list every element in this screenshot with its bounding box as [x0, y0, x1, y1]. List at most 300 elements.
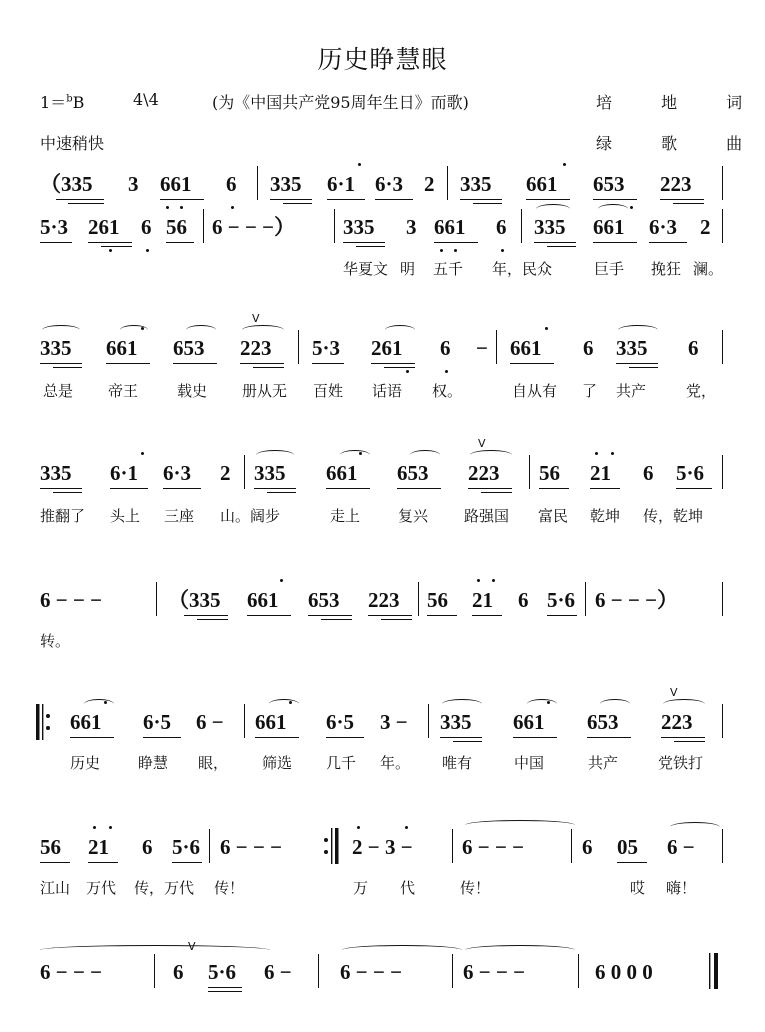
lyric: 代 [400, 879, 416, 897]
lyric: 万 [353, 879, 369, 897]
barline [722, 829, 723, 863]
octave-dot [445, 370, 448, 373]
lyric: 万代 [86, 879, 117, 897]
slur-mark [84, 699, 114, 709]
lyric-row-4 [0, 505, 765, 529]
lyric: 山。阔步 [220, 507, 281, 525]
note-group: 223 [368, 588, 400, 612]
note-group: 661 [255, 710, 287, 734]
lyric: 共产 [616, 382, 647, 400]
note-group: 6 [518, 588, 529, 612]
slur-mark [663, 699, 705, 709]
octave-dot [440, 249, 443, 252]
beat-underline [173, 363, 217, 364]
barline [428, 704, 429, 738]
notation-row-6 [0, 705, 765, 739]
beat-underline [40, 488, 82, 489]
beat-underline [143, 737, 181, 738]
beat-underline [312, 363, 344, 364]
note-group: 223 [468, 461, 500, 485]
barline [722, 166, 723, 200]
note-group: 21 [590, 461, 611, 485]
beat-underline [384, 367, 415, 368]
beat-underline [343, 242, 385, 243]
note-group: 56 [166, 215, 187, 239]
beat-underline [674, 741, 705, 742]
breath-mark: V [478, 437, 486, 450]
note-group: 6·3 [375, 172, 404, 196]
beat-underline [88, 242, 132, 243]
barline [298, 330, 299, 364]
lyric: 挽狂 [651, 260, 682, 278]
lyric: 哎 [630, 879, 646, 897]
note-group: 335 [440, 710, 472, 734]
slur-mark [410, 450, 440, 460]
barline [571, 829, 572, 863]
lyric: 华夏文 [343, 260, 389, 278]
beat-underline [526, 199, 570, 200]
lyric: 年，民众 [492, 260, 553, 278]
lyric: 百姓 [313, 382, 344, 400]
lyric: 头上 [110, 507, 141, 525]
beat-underline [254, 488, 296, 489]
final-barline [709, 953, 721, 989]
octave-dot [93, 826, 96, 829]
beat-underline [197, 619, 228, 620]
tie-mark [670, 822, 720, 832]
beat-underline [267, 492, 296, 493]
note-group: 3 − [380, 710, 408, 734]
note-group: 6 [142, 835, 153, 859]
note-group: 3 [128, 172, 139, 196]
slur-mark [186, 325, 216, 335]
note-group: 653 [308, 588, 340, 612]
beat-underline [661, 737, 705, 738]
lyricist-credit: 培 地 词 [596, 93, 765, 112]
octave-dot [231, 206, 234, 209]
composer-credit: 绿 歌 曲 [596, 134, 765, 153]
octave-dot [405, 826, 408, 829]
note-group: 6 [643, 461, 654, 485]
barline [722, 209, 723, 243]
beat-underline [53, 367, 82, 368]
repeat-end-sign [323, 828, 341, 864]
note-group: 2 [220, 461, 231, 485]
note-group: 6 − − − [40, 960, 103, 984]
key-signature: 1＝$^b$B [40, 93, 85, 112]
note-group: 335 [40, 336, 72, 360]
tempo-marking: 中速稍快 [40, 134, 105, 153]
note-group: 21 [472, 588, 493, 612]
slur-mark [442, 699, 482, 709]
note-group: 6 − − − [463, 960, 526, 984]
lyric: 路强国 [464, 507, 510, 525]
note-group: 335 [534, 215, 566, 239]
barline [722, 330, 723, 364]
beat-underline [40, 242, 72, 243]
beat-underline [208, 987, 242, 988]
lyric: 唯有 [442, 754, 473, 772]
note-group: 6·5 [326, 710, 355, 734]
tie-mark [465, 820, 575, 830]
beat-underline [472, 615, 502, 616]
note-group: 6 − − − [340, 960, 403, 984]
slur-mark [470, 450, 512, 460]
beat-underline [56, 199, 104, 200]
note-group: 661 [247, 588, 279, 612]
lyric: 自从有 [512, 382, 558, 400]
note-group: 261 [88, 215, 120, 239]
beat-underline [593, 199, 637, 200]
octave-dot [492, 579, 495, 582]
slur-mark [527, 699, 557, 709]
note-group: 6 − − − [220, 835, 283, 859]
barline [209, 829, 210, 863]
note-group: 335 [40, 461, 72, 485]
lyric: 走上 [330, 507, 361, 525]
octave-dot [630, 206, 633, 209]
lyric: 年。 [380, 754, 411, 772]
beat-underline [88, 862, 118, 863]
beat-underline [208, 991, 242, 992]
beat-underline [160, 199, 204, 200]
beat-underline [629, 367, 658, 368]
beat-underline [593, 242, 637, 243]
beat-underline [375, 199, 413, 200]
note-group: 661 [510, 336, 542, 360]
barline [521, 209, 522, 243]
beat-underline [283, 203, 312, 204]
lyric-row-7 [0, 877, 765, 901]
barline [722, 455, 723, 489]
beat-underline [676, 488, 712, 489]
note-group: 653 [593, 172, 625, 196]
slur-mark [42, 325, 80, 335]
beat-underline [368, 615, 412, 616]
lyric: 党， [686, 382, 717, 400]
lyric-row-5 [0, 630, 765, 654]
note-group: 6 [173, 960, 184, 984]
beat-underline [513, 737, 557, 738]
beat-underline [184, 615, 228, 616]
beat-underline [371, 363, 415, 364]
beat-underline [660, 199, 704, 200]
lyric: 传，乾坤 [643, 507, 704, 525]
beat-underline [172, 862, 202, 863]
note-group: 21 [88, 835, 109, 859]
beat-underline [547, 246, 576, 247]
beat-underline [617, 862, 647, 863]
lyric: 推翻了 [40, 507, 86, 525]
barline [244, 455, 245, 489]
lyric: 嗨！ [666, 879, 697, 897]
beat-underline [481, 492, 512, 493]
barline [334, 209, 335, 243]
note-group: 5·6 [676, 461, 705, 485]
note-group: 335 [270, 172, 302, 196]
octave-dot [357, 826, 360, 829]
beat-underline [110, 488, 148, 489]
beat-underline [247, 615, 291, 616]
octave-dot [477, 579, 480, 582]
note-group: 56 [40, 835, 61, 859]
note-group: 5·3 [312, 336, 341, 360]
note-group: 6 − [667, 835, 695, 859]
note-group: 5·6 [208, 960, 237, 984]
note-group: 6 0 0 0 [595, 960, 653, 984]
lyric: 中国 [514, 754, 545, 772]
barline [722, 582, 723, 616]
barline [452, 954, 453, 988]
lyric: 帝王 [108, 382, 139, 400]
note-group: 6·1 [327, 172, 356, 196]
note-group: 661 [326, 461, 358, 485]
beat-underline [255, 737, 299, 738]
barline [418, 582, 419, 616]
note-group: 6 [141, 215, 152, 239]
lyric: 党铁打 [658, 754, 704, 772]
note-group: 653 [173, 336, 205, 360]
note-group: 661 [70, 710, 102, 734]
beat-underline [326, 488, 370, 489]
note-group: 223 [661, 710, 693, 734]
octave-dot [180, 206, 183, 209]
slur-mark [598, 204, 628, 214]
note-group: 261 [371, 336, 403, 360]
beat-underline [473, 203, 502, 204]
beat-underline [534, 242, 576, 243]
slur-mark [385, 325, 415, 335]
note-group: 223 [660, 172, 692, 196]
beat-underline [40, 363, 82, 364]
notation-row-4 [0, 456, 765, 490]
lyric-row-2 [0, 258, 765, 282]
beat-underline [68, 203, 104, 204]
octave-dot [109, 249, 112, 252]
beat-underline [106, 363, 150, 364]
barline [722, 704, 723, 738]
note-group: 335 [343, 215, 375, 239]
barline [203, 209, 204, 243]
beat-underline [427, 615, 457, 616]
beat-underline [270, 199, 312, 200]
note-group: 661 [434, 215, 466, 239]
lyric: 巨手 [594, 260, 625, 278]
notation-row-1 [0, 167, 765, 201]
notation-row-3 [0, 331, 765, 365]
barline [318, 954, 319, 988]
lyric: 五千 [433, 260, 464, 278]
dedication: (为《中国共产党95周年生日》而歌) [212, 93, 469, 112]
tie-mark [40, 945, 270, 955]
note-group: 661 [593, 215, 625, 239]
time-signature: 4\4 [133, 90, 159, 109]
note-group: 5·6 [547, 588, 576, 612]
lyric: 复兴 [398, 507, 429, 525]
note-group: 6 − − −） [212, 215, 296, 239]
beat-underline [321, 619, 352, 620]
octave-dot [563, 163, 566, 166]
beat-underline [308, 615, 352, 616]
note-group: − [476, 336, 488, 360]
notation-row-5 [0, 583, 765, 617]
beat-underline [587, 737, 631, 738]
lyric: 眼， [198, 754, 229, 772]
lyric: 澜。 [693, 260, 724, 278]
lyric: 传！ [460, 879, 491, 897]
octave-dot [280, 579, 283, 582]
barline [529, 455, 530, 489]
beat-underline [539, 488, 569, 489]
note-group: 6 − − − [462, 835, 525, 859]
note-group: 335 [616, 336, 648, 360]
note-group: 2 [424, 172, 435, 196]
beat-underline [649, 242, 687, 243]
lyric: 共产 [588, 754, 619, 772]
slur-mark [269, 699, 299, 709]
octave-dot [166, 206, 169, 209]
octave-dot [501, 249, 504, 252]
beat-underline [327, 199, 365, 200]
note-group: 6 [583, 336, 594, 360]
octave-dot [109, 826, 112, 829]
beat-underline [510, 363, 554, 364]
beat-underline [397, 488, 441, 489]
notation-row-7 [0, 830, 765, 864]
lyric: 话语 [372, 382, 403, 400]
note-group: （335 [40, 172, 93, 196]
note-group: 3 [406, 215, 417, 239]
lyric: 三座 [164, 507, 195, 525]
note-group: 6·3 [649, 215, 678, 239]
note-group: 6 − − − [40, 588, 103, 612]
lyric-row-3 [0, 380, 765, 404]
beat-underline [440, 737, 482, 738]
note-group: 5·6 [172, 835, 201, 859]
note-group: 2 − 3 − [352, 835, 413, 859]
note-group: 335 [460, 172, 492, 196]
octave-dot [545, 327, 548, 330]
lyric: 乾坤 [590, 507, 621, 525]
lyric: 传！ [214, 879, 245, 897]
beat-underline [101, 246, 132, 247]
note-group: 6·1 [110, 461, 139, 485]
beat-underline [453, 741, 482, 742]
octave-dot [595, 452, 598, 455]
note-group: 661 [160, 172, 192, 196]
barline [585, 582, 586, 616]
barline [578, 954, 579, 988]
notation-row-8 [0, 955, 765, 989]
barline [257, 166, 258, 200]
note-group: 5·3 [40, 215, 69, 239]
tie-mark [465, 945, 575, 955]
lyric: 传，万代 [134, 879, 195, 897]
page-title: 历史睁慧眼 [317, 45, 448, 74]
beat-underline [616, 363, 658, 364]
octave-dot [146, 249, 149, 252]
breath-mark: V [252, 312, 260, 325]
note-group: 223 [240, 336, 272, 360]
note-group: 6·3 [163, 461, 192, 485]
lyric: 明 [400, 260, 416, 278]
note-group: 661 [526, 172, 558, 196]
slur-mark [242, 325, 284, 335]
beat-underline [468, 488, 512, 489]
lyric: 历史 [70, 754, 101, 772]
beat-underline [166, 242, 194, 243]
beat-underline [70, 737, 114, 738]
beat-underline [381, 619, 412, 620]
slur-mark [120, 325, 148, 335]
note-group: 6 [440, 336, 451, 360]
note-group: 56 [539, 461, 560, 485]
slur-mark [618, 325, 658, 335]
note-group: 6 − − −） [595, 588, 679, 612]
octave-dot [406, 370, 409, 373]
breath-mark: V [188, 940, 196, 953]
barline [244, 704, 245, 738]
barline [496, 330, 497, 364]
lyric: 册从无 [242, 382, 288, 400]
note-group: 2 [700, 215, 711, 239]
slur-mark [536, 204, 570, 214]
beat-underline [40, 862, 70, 863]
lyric: 江山 [40, 879, 71, 897]
note-group: 335 [254, 461, 286, 485]
note-group: 653 [397, 461, 429, 485]
note-group: 6·5 [143, 710, 172, 734]
beat-underline [356, 246, 385, 247]
lyric: 筛选 [262, 754, 293, 772]
barline [452, 829, 453, 863]
beat-underline [547, 615, 577, 616]
beat-underline [460, 199, 502, 200]
barline [447, 166, 448, 200]
note-group: 56 [427, 588, 448, 612]
beat-underline [434, 242, 478, 243]
note-group: 6 [226, 172, 237, 196]
lyric: 载史 [177, 382, 208, 400]
lyric: 权。 [432, 382, 463, 400]
barline [154, 954, 155, 988]
octave-dot [358, 163, 361, 166]
beat-underline [53, 492, 82, 493]
beat-underline [326, 737, 364, 738]
note-group: 661 [106, 336, 138, 360]
notation-row-2 [0, 210, 765, 244]
lyric: 几千 [326, 754, 357, 772]
beat-underline [673, 203, 704, 204]
note-group: 6 − [264, 960, 292, 984]
lyric: 了 [582, 382, 598, 400]
beat-underline [253, 367, 284, 368]
note-group: 6 − [196, 710, 224, 734]
breath-mark: V [670, 686, 678, 699]
octave-dot [611, 452, 614, 455]
barline [156, 582, 157, 616]
slur-mark [256, 450, 294, 460]
note-group: 653 [587, 710, 619, 734]
note-group: 661 [513, 710, 545, 734]
lyric: 转。 [40, 632, 71, 650]
octave-dot [454, 249, 457, 252]
note-group: 6 [496, 215, 507, 239]
lyric: 总是 [43, 382, 74, 400]
note-group: 05 [617, 835, 638, 859]
beat-underline [240, 363, 284, 364]
slur-mark [340, 450, 370, 460]
